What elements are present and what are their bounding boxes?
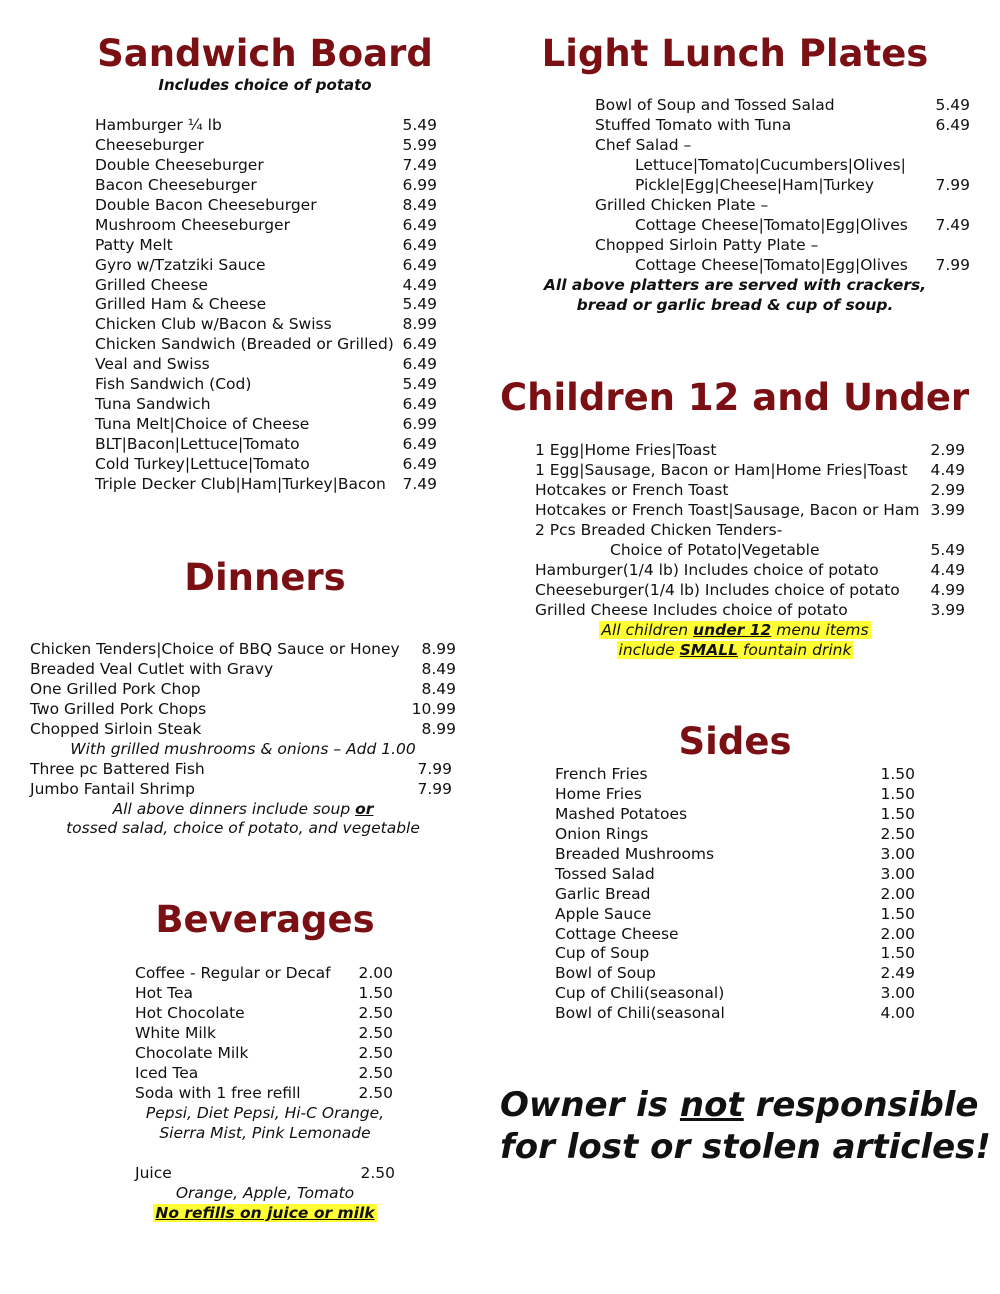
light-lunch-note: All above platters are served with crackers, bread or garlic bread & cup of soup. (543, 276, 927, 314)
children-list (535, 441, 965, 620)
sandwich-list (95, 116, 437, 495)
menu-item: Double Cheeseburger 7.49 (95, 155, 437, 174)
menu-item: Chocolate Milk 2.50 (135, 1043, 393, 1062)
beverages-list (135, 964, 393, 1104)
menu-item: Grilled Chicken Plate – (595, 195, 769, 214)
menu-item: Bowl of Soup and Tossed Salad 5.49 (595, 96, 970, 114)
light-lunch-list (595, 96, 970, 275)
menu-item: Grilled Cheese 4.49 (95, 275, 437, 294)
menu-item: Cup of Soup 1.50 (555, 944, 915, 963)
menu-item: One Grilled Pork Chop 8.49 (30, 679, 456, 698)
menu-item: Triple Decker Club|Ham|Turkey|Bacon 7.49 (95, 474, 437, 493)
menu-item-detail: Cottage Cheese|Tomato|Egg|Olives 7.49 (635, 215, 970, 234)
menu-item: Bacon Cheeseburger 6.99 (95, 175, 437, 194)
menu-item-detail: Pickle|Egg|Cheese|Ham|Turkey 7.99 (635, 175, 970, 194)
menu-item: Juice 2.50 (135, 1164, 395, 1182)
menu-item-detail: Cottage Cheese|Tomato|Egg|Olives 7.99 (635, 255, 970, 274)
menu-item-detail: Choice of Potato|Vegetable 5.49 (610, 540, 965, 559)
menu-item: Mushroom Cheeseburger 6.49 (95, 215, 437, 234)
menu-item: Hotcakes or French Toast 2.99 (535, 480, 965, 499)
menu-item: Chopped Sirloin Patty Plate – (595, 235, 819, 254)
menu-item: White Milk 2.50 (135, 1023, 393, 1042)
menu-item: Chicken Club w/Bacon & Swiss 8.99 (95, 315, 437, 334)
menu-item: Tossed Salad 3.00 (555, 864, 915, 883)
menu-item: 1 Egg|Sausage, Bacon or Ham|Home Fries|Toast 4.49 (535, 460, 965, 479)
beverages-title: Beverages (155, 898, 375, 941)
menu-item: Apple Sauce 1.50 (555, 904, 915, 923)
children-title: Children 12 and Under (500, 376, 970, 419)
dinners-note: All above dinners include soup or (112, 799, 374, 818)
dinners-note: tossed salad, choice of potato, and vegetable (66, 819, 420, 838)
menu-item: Cheeseburger 5.99 (95, 135, 437, 154)
dinners-list (30, 640, 456, 839)
menu-item: Three pc Battered Fish 7.99 (30, 759, 452, 778)
dinners-title: Dinners (184, 556, 346, 599)
menu-item: Patty Melt 6.49 (95, 235, 437, 254)
menu-item: Home Fries 1.50 (555, 784, 915, 803)
menu-item: Iced Tea 2.50 (135, 1063, 393, 1082)
menu-item: Chicken Tenders|Choice of BBQ Sauce or Honey 8.99 (30, 640, 456, 658)
menu-item: Bowl of Chili(seasonal 4.00 (555, 1004, 915, 1023)
children-note: All children under 12 menu items include SMALL fountain drink (601, 621, 869, 659)
dinner-addon-note: With grilled mushrooms & onions – Add 1.00 (70, 739, 416, 758)
menu-item: Breaded Veal Cutlet with Gravy 8.49 (30, 659, 456, 678)
menu-item: Hotcakes or French Toast|Sausage, Bacon or Ham 3.99 (535, 500, 965, 519)
menu-item: Cold Turkey|Lettuce|Tomato 6.49 (95, 454, 437, 473)
menu-item: Cup of Chili(seasonal) 3.00 (555, 984, 915, 1003)
light-lunch-title: Light Lunch Plates (541, 32, 929, 75)
juice-notes: Orange, Apple, Tomato No refills on juice or milk (155, 1184, 375, 1222)
menu-item: Gyro w/Tzatziki Sauce 6.49 (95, 255, 437, 274)
menu-item: 1 Egg|Home Fries|Toast 2.99 (535, 441, 965, 459)
menu-item: Breaded Mushrooms 3.00 (555, 844, 915, 863)
menu-item: Garlic Bread 2.00 (555, 884, 915, 903)
sandwich-board-subtitle: Includes choice of potato (158, 76, 372, 94)
menu-item: Tuna Sandwich 6.49 (95, 395, 437, 414)
sandwich-board-title: Sandwich Board (97, 32, 433, 75)
menu-item: Two Grilled Pork Chops 10.99 (30, 699, 456, 718)
menu-item: Grilled Cheese Includes choice of potato 3.99 (535, 600, 965, 619)
sides-title: Sides (678, 720, 792, 763)
menu-item: Cottage Cheese 2.00 (555, 924, 915, 943)
menu-item: Jumbo Fantail Shrimp 7.99 (30, 779, 452, 798)
menu-item: French Fries 1.50 (555, 765, 915, 783)
owner-warning: Owner is not responsible for lost or stolen articles! (500, 1085, 991, 1167)
menu-item: Fish Sandwich (Cod) 5.49 (95, 375, 437, 394)
menu-item: Veal and Swiss 6.49 (95, 355, 437, 374)
menu-item-detail: Lettuce|Tomato|Cucumbers|Olives| (635, 155, 906, 174)
sides-list (555, 765, 915, 1024)
menu-item: Chopped Sirloin Steak 8.99 (30, 719, 456, 738)
menu-item: Hamburger ¼ lb 5.49 (95, 116, 437, 134)
menu-item: Soda with 1 free refill 2.50 (135, 1083, 393, 1102)
menu-item: Chicken Sandwich (Breaded or Grilled) 6.49 (95, 335, 437, 354)
menu-item: Double Bacon Cheeseburger 8.49 (95, 195, 437, 214)
menu-item: Stuffed Tomato with Tuna 6.49 (595, 115, 970, 134)
menu-item: Grilled Ham & Cheese 5.49 (95, 295, 437, 314)
menu-item: Cheeseburger(1/4 lb) Includes choice of potato 4.99 (535, 580, 965, 599)
menu-item: Coffee - Regular or Decaf 2.00 (135, 964, 393, 982)
menu-item: Mashed Potatoes 1.50 (555, 804, 915, 823)
menu-item: BLT|Bacon|Lettuce|Tomato 6.49 (95, 435, 437, 453)
menu-item: Bowl of Soup 2.49 (555, 964, 915, 983)
menu-item: Hot Tea 1.50 (135, 983, 393, 1002)
menu-item: Hot Chocolate 2.50 (135, 1003, 393, 1022)
no-refill-note: No refills on juice or milk (155, 1203, 375, 1222)
menu-item: Chef Salad – (595, 135, 692, 154)
menu-item: Onion Rings 2.50 (555, 824, 915, 843)
menu-item: Tuna Melt|Choice of Cheese 6.99 (95, 415, 437, 434)
juice-list (135, 1164, 395, 1184)
soda-flavors: Pepsi, Diet Pepsi, Hi-C Orange, Sierra Mist, Pink Lemonade (145, 1104, 385, 1142)
menu-item: 2 Pcs Breaded Chicken Tenders- (535, 520, 783, 539)
menu-item: Hamburger(1/4 lb) Includes choice of potato 4.49 (535, 560, 965, 579)
